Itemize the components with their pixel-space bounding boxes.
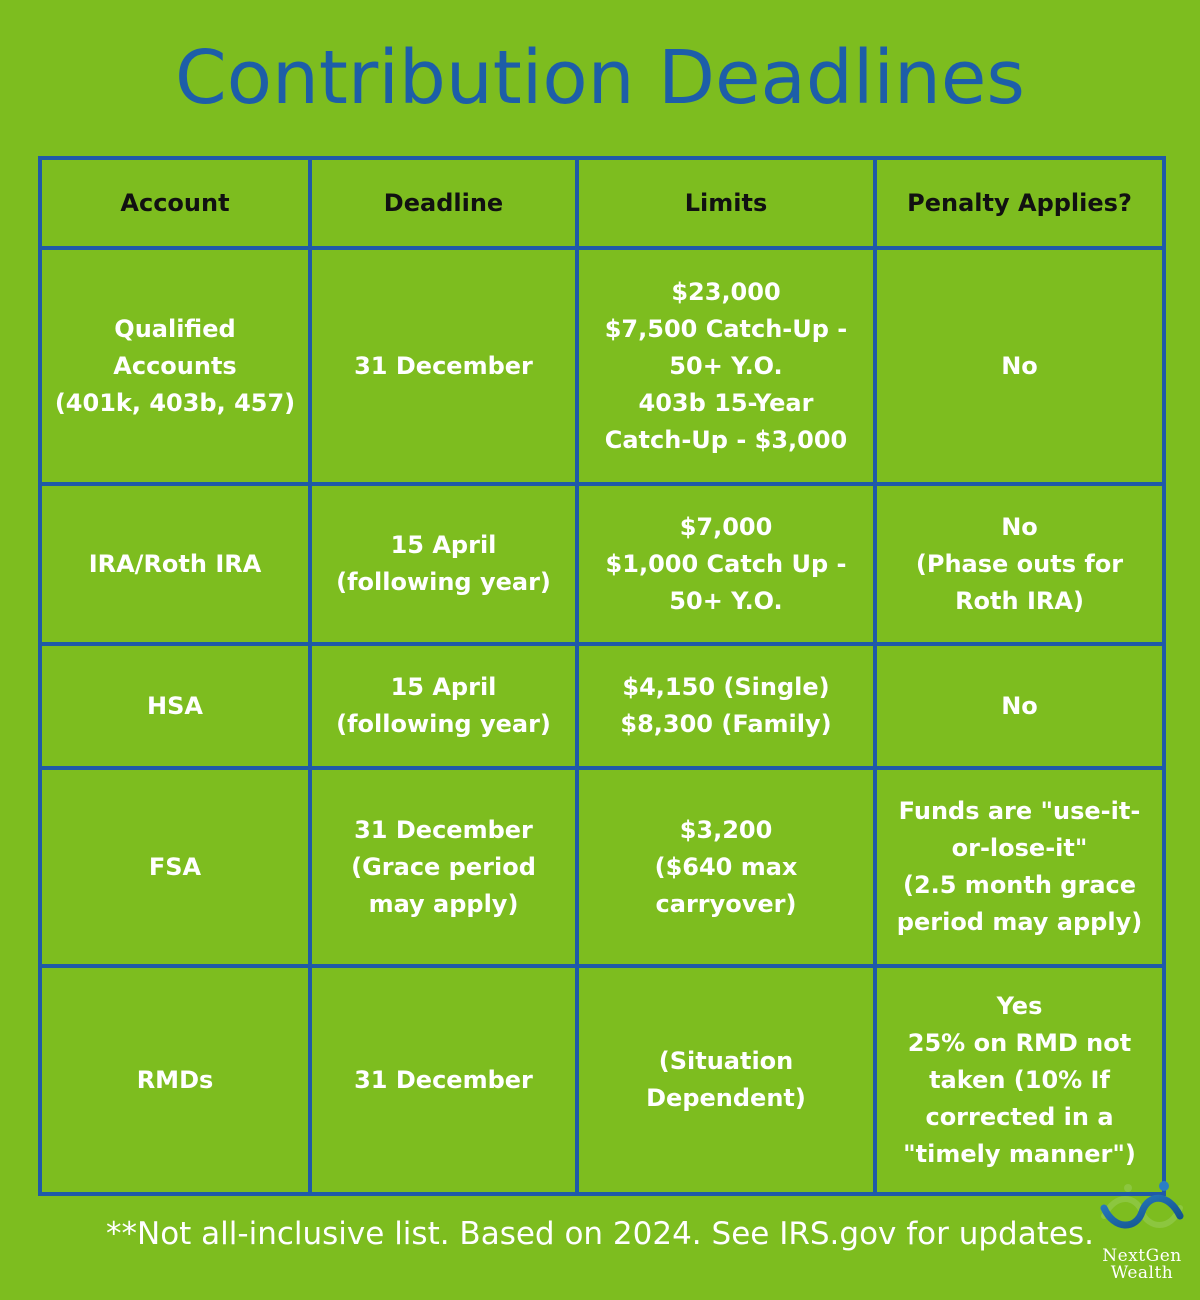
table-row <box>40 966 1164 1194</box>
cell-deadline: 31 December <box>310 966 577 1194</box>
cell-penalty: No <box>875 248 1164 484</box>
nextgen-wealth-logo <box>1090 1172 1194 1292</box>
table-row <box>40 248 1164 484</box>
cell-penalty: Yes 25% on RMD not taken (10% If corrected in a "timely manner") <box>875 966 1164 1194</box>
deadlines-table <box>38 156 1166 1196</box>
footnote: **Not all-inclusive list. Based on 2024. See IRS.gov for updates. <box>106 1216 1094 1252</box>
cell-limits: $23,000 $7,500 Catch-Up - 50+ Y.O. 403b 15-Year Catch-Up - $3,000 <box>577 248 875 484</box>
cell-account: RMDs <box>40 966 310 1194</box>
cell-penalty: No (Phase outs for Roth IRA) <box>875 484 1164 644</box>
cell-deadline: 15 April (following year) <box>310 644 577 768</box>
cell-limits: $4,150 (Single) $8,300 (Family) <box>577 644 875 768</box>
table-header-row <box>40 158 1164 248</box>
cell-deadline: 31 December (Grace period may apply) <box>310 768 577 966</box>
cell-account: HSA <box>40 644 310 768</box>
logo-line-1: NextGen <box>1102 1246 1182 1266</box>
cell-deadline: 31 December <box>310 248 577 484</box>
cell-deadline: 15 April (following year) <box>310 484 577 644</box>
cell-penalty: Funds are "use-it- or-lose-it" (2.5 month grace period may apply) <box>875 768 1164 966</box>
cell-limits: $3,200 ($640 max carryover) <box>577 768 875 966</box>
table-row <box>40 768 1164 966</box>
table-row <box>40 644 1164 768</box>
cell-limits: $7,000 $1,000 Catch Up - 50+ Y.O. <box>577 484 875 644</box>
logo-line-2: Wealth <box>1110 1263 1174 1283</box>
cell-account: FSA <box>40 768 310 966</box>
table-row <box>40 484 1164 644</box>
logo-wordmark <box>1090 1248 1194 1282</box>
page-title: Contribution Deadlines <box>175 35 1025 121</box>
cell-limits: (Situation Dependent) <box>577 966 875 1194</box>
header-limits: Limits <box>577 158 875 248</box>
cell-account: IRA/Roth IRA <box>40 484 310 644</box>
cell-account: Qualified Accounts (401k, 403b, 457) <box>40 248 310 484</box>
header-penalty: Penalty Applies? <box>875 158 1164 248</box>
header-account: Account <box>40 158 310 248</box>
header-deadline: Deadline <box>310 158 577 248</box>
cell-penalty: No <box>875 644 1164 768</box>
infinity-logo-icon <box>1098 1172 1186 1244</box>
